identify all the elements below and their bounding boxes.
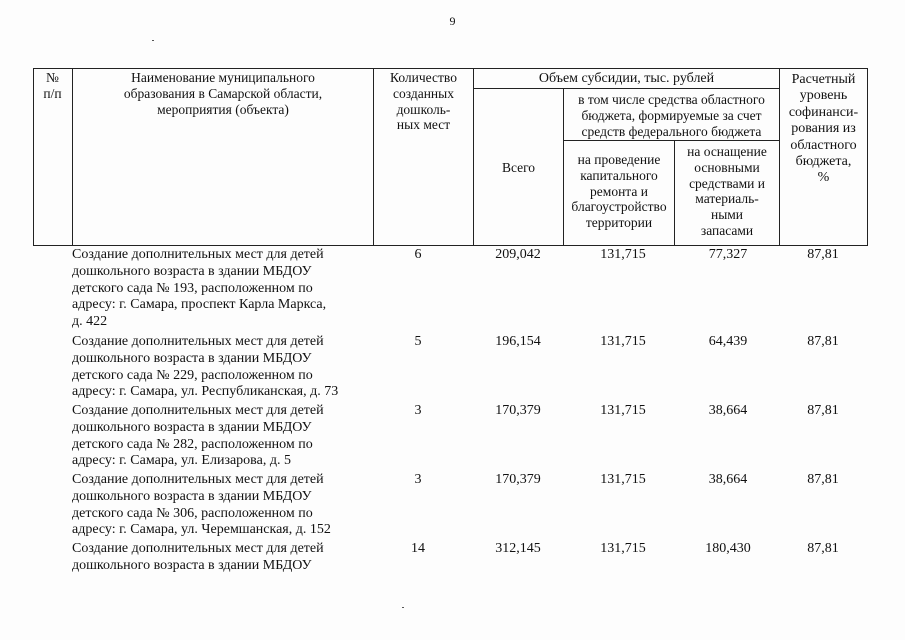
- scan-speck: [402, 607, 404, 608]
- row-repair: 131,715: [600, 472, 646, 487]
- row-rate: 87,81: [807, 334, 839, 349]
- scan-speck: [152, 40, 154, 41]
- row-total: 170,379: [495, 472, 541, 487]
- row-repair: 131,715: [600, 334, 646, 349]
- row-rate: 87,81: [807, 472, 839, 487]
- col-rate-header: Расчетный уровень софинанси- рования из областного бюджета, %: [788, 72, 859, 186]
- col-total-header: Всего: [501, 160, 536, 175]
- row-equip: 38,664: [708, 403, 748, 418]
- col-repair-header: на проведение капитального ремонта и благоустройство территории: [571, 152, 667, 231]
- row-equip: 77,327: [708, 247, 748, 262]
- col-name-header: Наименование муниципального образования в Самарской области, мероприятия (объекта): [123, 70, 323, 117]
- row-name: Создание дополнительных мест для детей дошкольного возраста в здании МБДОУ детского сада № 229, расположенном по адресу: г. Самара, ул. Республиканская, д. 73: [72, 334, 339, 400]
- row-places: 5: [414, 334, 422, 349]
- row-places: 6: [414, 247, 422, 262]
- col-equip-header: на оснащение основными средствами и материаль- ными запасами: [687, 144, 767, 238]
- row-total: 312,145: [495, 541, 541, 556]
- row-name: Создание дополнительных мест для детей дошкольного возраста в здании МБДОУ детского сада № 306, расположенном по адресу: г. Самара, ул. Черемшанская, д. 152: [72, 472, 331, 538]
- row-total: 170,379: [495, 403, 541, 418]
- row-total: 209,042: [495, 247, 541, 262]
- row-rate: 87,81: [807, 403, 839, 418]
- col-number-header: № п/п: [43, 70, 62, 101]
- table-header: [33, 68, 868, 246]
- row-places: 14: [411, 541, 425, 556]
- row-total: 196,154: [495, 334, 541, 349]
- col-places-header: Количество созданных дошколь- ных мест: [390, 70, 457, 133]
- row-name: Создание дополнительных мест для детей дошкольного возраста в здании МБДОУ: [72, 541, 324, 573]
- col-federal-header: в том числе средства областного бюджета, формируемые за счет средств федерального бюджета: [578, 92, 765, 139]
- row-name: Создание дополнительных мест для детей дошкольного возраста в здании МБДОУ детского сада № 193, расположенном по адресу: г. Самара, проспект Карла Маркса, д. 422: [72, 247, 327, 330]
- row-rate: 87,81: [807, 541, 839, 556]
- col-volume-header: Объем субсидии, тыс. рублей: [538, 71, 715, 86]
- row-repair: 131,715: [600, 403, 646, 418]
- row-repair: 131,715: [600, 247, 646, 262]
- row-rate: 87,81: [807, 247, 839, 262]
- row-equip: 180,430: [705, 541, 751, 556]
- row-repair: 131,715: [600, 541, 646, 556]
- row-equip: 38,664: [708, 472, 748, 487]
- row-name: Создание дополнительных мест для детей дошкольного возраста в здании МБДОУ детского сада № 282, расположенном по адресу: г. Самара, ул. Елизарова, д. 5: [72, 403, 324, 469]
- row-equip: 64,439: [708, 334, 748, 349]
- row-places: 3: [414, 403, 422, 418]
- page-number: 9: [449, 14, 456, 28]
- row-places: 3: [414, 472, 422, 487]
